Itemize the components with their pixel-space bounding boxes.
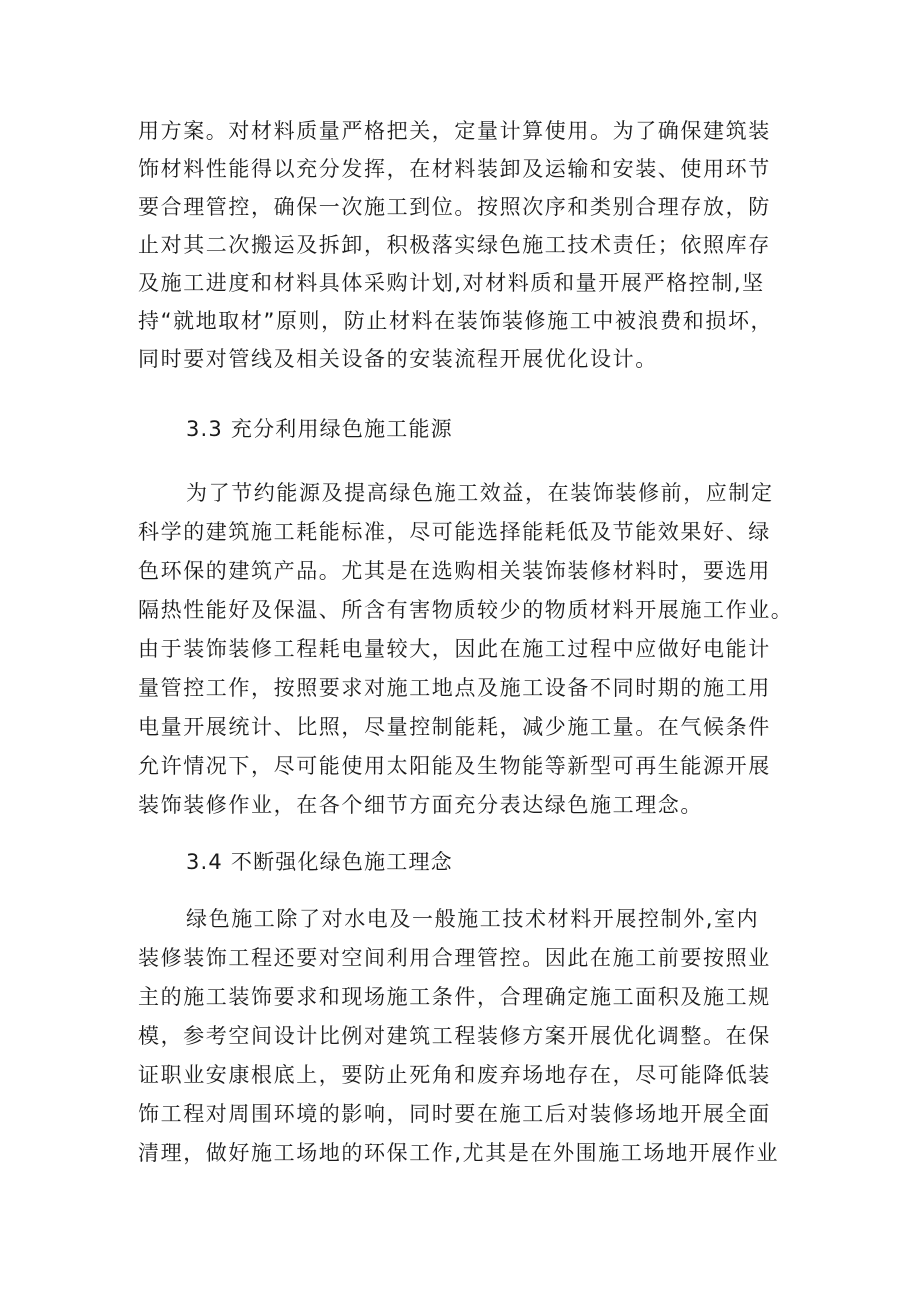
- text-line: 由于装饰装修工程耗电量较大，因此在施工过程中应做好电能计: [138, 637, 771, 661]
- text-line: 模，参考空间设计比例对建筑工程装修方案开展优化调整。在保: [138, 1024, 771, 1048]
- text-line: 清理，做好施工场地的环保工作,尤其是在外围施工场地开展作业: [138, 1141, 780, 1165]
- section-heading-3-3: 3.3 充分利用绿色施工能源: [186, 417, 453, 441]
- text-line: 科学的建筑施工耗能标准，尽可能选择能耗低及节能效果好、绿: [138, 520, 771, 544]
- text-line: 饰工程对周围环境的影响，同时要在施工后对装修场地开展全面: [138, 1102, 771, 1126]
- text-line: 装饰装修作业，在各个细节方面充分表达绿色施工理念。: [138, 793, 703, 817]
- text-line: 同时要对管线及相关设备的安装流程开展优化设计。: [138, 347, 658, 371]
- text-line: 止对其二次搬运及拆卸，积极落实绿色施工技术责任；依照库存: [138, 233, 771, 257]
- text-line: 为了节约能源及提高绿色施工效益，在装饰装修前，应制定: [186, 481, 774, 505]
- text-line: 用方案。对材料质量严格把关，定量计算使用。为了确保建筑装: [138, 119, 771, 143]
- text-line: 要合理管控，确保一次施工到位。按照次序和类别合理存放，防: [138, 195, 771, 219]
- section-heading-3-4: 3.4 不断强化绿色施工理念: [186, 850, 453, 874]
- text-line: 主的施工装饰要求和现场施工条件，合理确定施工面积及施工规: [138, 985, 771, 1009]
- text-line: 允许情况下，尽可能使用太阳能及生物能等新型可再生能源开展: [138, 754, 771, 778]
- text-line: 电量开展统计、比照，尽量控制能耗，减少施工量。在气候条件: [138, 715, 771, 739]
- text-line: 及施工进度和材料具体采购计划,对材料质和量开展严格控制,坚: [138, 271, 765, 295]
- text-line: 隔热性能好及保温、所含有害物质较少的物质材料开展施工作业。: [138, 598, 794, 622]
- text-line: 绿色施工除了对水电及一般施工技术材料开展控制外,室内: [186, 907, 760, 931]
- text-line: 持“就地取材”原则，防止材料在装饰装修施工中被浪费和损坏，: [138, 309, 774, 333]
- text-line: 证职业安康根底上，要防止死角和废弃场地存在，尽可能降低装: [138, 1063, 771, 1087]
- text-line: 色环保的建筑产品。尤其是在选购相关装饰装修材料时，要选用: [138, 559, 771, 583]
- text-line: 量管控工作，按照要求对施工地点及施工设备不同时期的施工用: [138, 676, 771, 700]
- text-line: 装修装饰工程还要对空间利用合理管控。因此在施工前要按照业: [138, 946, 771, 970]
- text-line: 饰材料性能得以充分发挥，在材料装卸及运输和安装、使用环节: [138, 157, 771, 181]
